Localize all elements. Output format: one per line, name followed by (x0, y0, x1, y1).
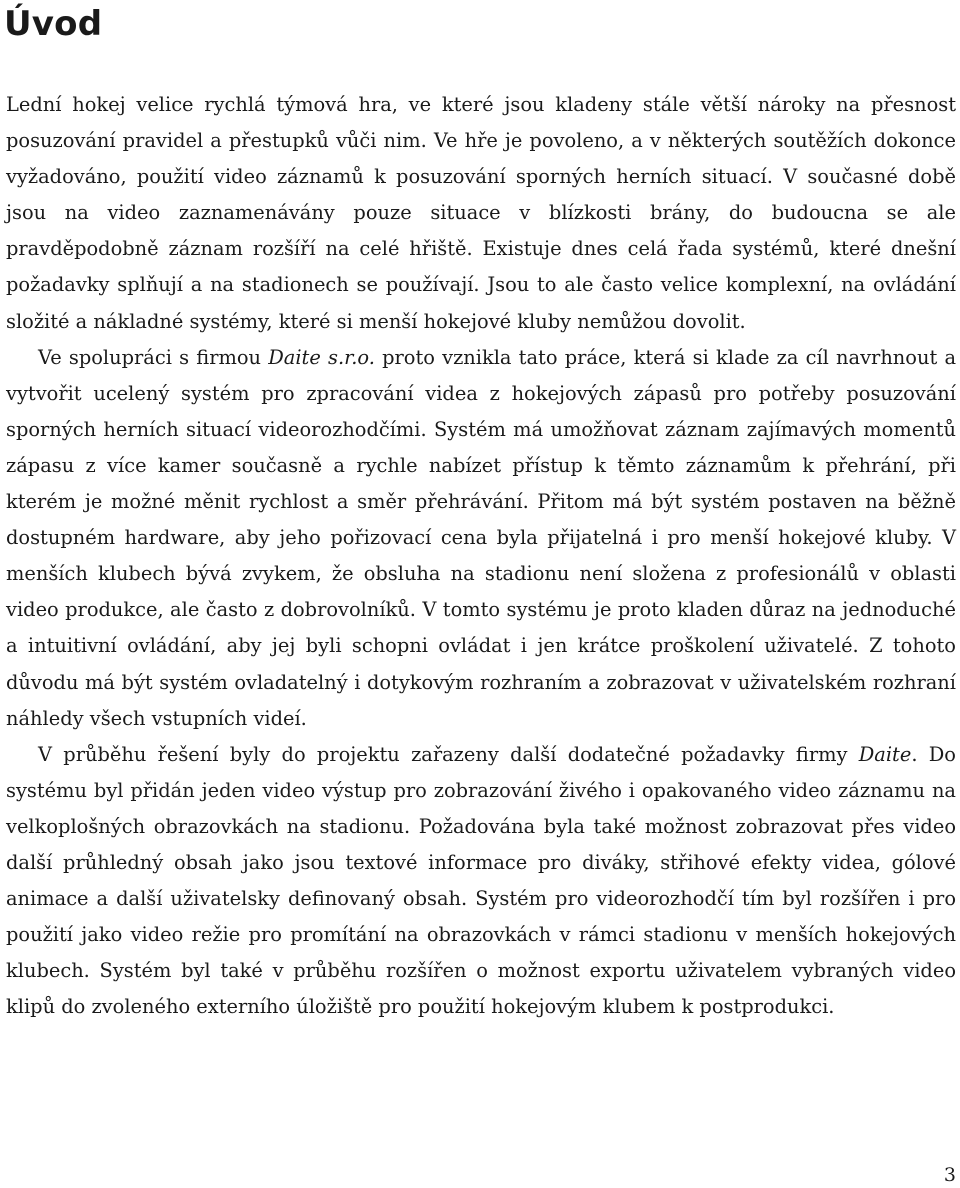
paragraph-text: Lední hokej velice rychlá týmová hra, ve které jsou kladeny stále větší nároky na přesnost posuzování pravidel a přestupků vůči nim. Ve hře je povoleno, a v některých soutěžích dokonce vyžadováno, použití video záznamů k posuzování sporných herních situací. V současné době jsou na video zaznamenávány pouze situace v blízkosti brány, do budoucna se ale pravděpodobně záznam rozšíří na celé hřiště. Existuje dnes celá řada systémů, které dnešní požadavky splňují a na stadionech se používají. Jsou to ale často velice komplexní, na ovládání složité a nákladné systémy, které si menší hokejové kluby nemůžou dovolit. (6, 93, 956, 333)
company-name: Daite (858, 742, 912, 766)
paragraph-2 (6, 340, 956, 737)
page-number: 3 (943, 1164, 956, 1186)
paragraph-text: V průběhu řešení byly do projektu zařazeny další dodatečné požadavky firmy (38, 742, 859, 766)
paragraph-text: . Do systému byl přidán jeden video výstup pro zobrazování živého i opakovaného video záznamu na velkoplošných obrazovkách na stadionu. Požadována byla také možnost zobrazovat přes video další průhledný obsah jako jsou textové informace pro diváky, střihové efekty videa, gólové animace a další uživatelsky definovaný obsah. Systém pro videorozhodčí tím byl rozšířen i pro použití jako video režie pro promítání na obrazovkách v rámci stadionu v menších hokejových klubech. Systém byl také v průběhu rozšířen o možnost exportu uživatelem vybraných video klipů do zvoleného externího úložiště pro použití hokejovým klubem k postprodukci. (6, 742, 956, 1019)
section-heading: Úvod (4, 4, 103, 44)
company-name: Daite s.r.o. (268, 345, 375, 369)
paragraph-text: Ve spolupráci s firmou (38, 345, 269, 369)
paragraph-1 (6, 87, 956, 340)
paragraph-text: proto vznikla tato práce, která si klade za cíl navrhnout a vytvořit ucelený systém pro zpracování videa z hokejových zápasů pro potřeby posuzování sporných herních situací videorozhodčími. Systém má umožňovat záznam zajímavých momentů zápasu z více kamer současně a rychle nabízet přístup k těmto záznamům k přehrání, při kterém je možné měnit rychlost a směr přehrávání. Přitom má být systém postaven na běžně dostupném hardware, aby jeho pořizovací cena byla přijatelná i pro menší hokejové kluby. V menších klubech bývá zvykem, že obsluha na stadionu není složena z profesionálů v oblasti video produkce, ale často z dobrovolníků. V tomto systému je proto kladen důraz na jednoduché a intuitivní ovládání, aby jej byli schopni ovládat i jen krátce proškolení uživatelé. Z tohoto důvodu má být systém ovladatelný i dotykovým rozhraním a zobrazovat v uživatelském rozhraní náhledy všech vstupních videí. (6, 345, 957, 730)
body-text (6, 87, 956, 1025)
paragraph-3 (6, 737, 956, 1026)
